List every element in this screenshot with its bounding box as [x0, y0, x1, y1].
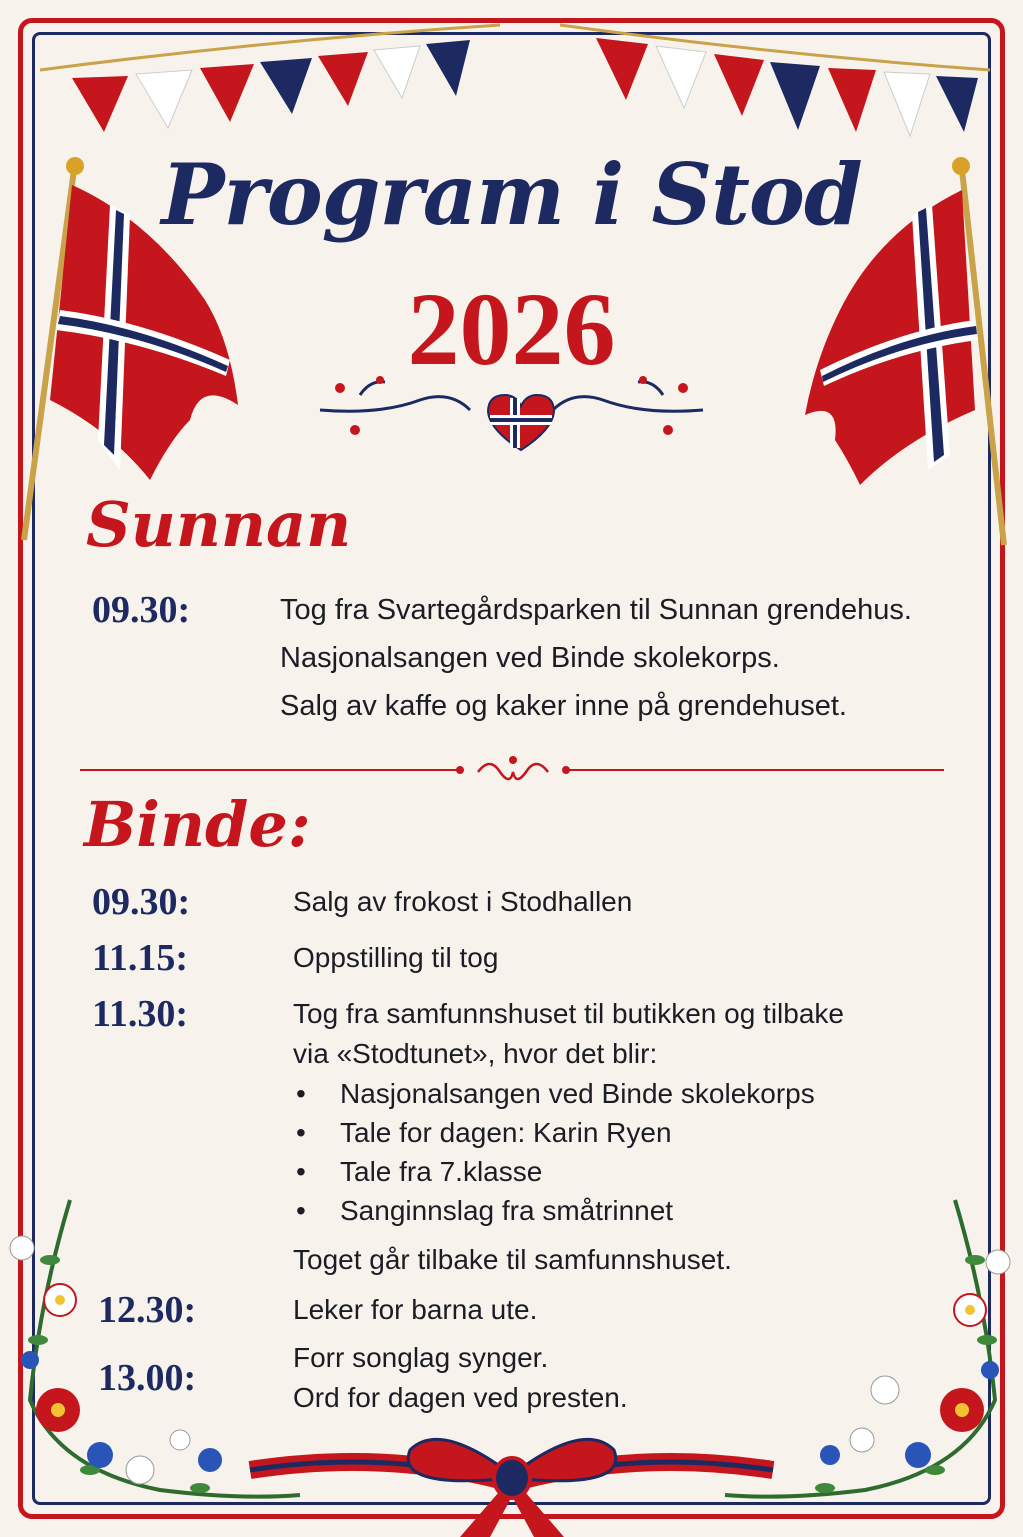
time-binde-1230: 12.30: — [98, 1289, 197, 1331]
time-binde-1130: 11.30: — [92, 993, 189, 1035]
bullet-icon: • — [296, 1117, 306, 1148]
ribbon-bow-icon — [250, 1439, 773, 1537]
list-item — [296, 1191, 673, 1231]
time-binde-1300: 13.00: — [98, 1357, 197, 1399]
after-bullets-text: Toget går tilbake til samfunnshuset. — [293, 1244, 732, 1275]
page-year: 2026 — [407, 272, 616, 387]
sunnan-line: Nasjonalsangen ved Binde skolekorps. — [280, 642, 780, 674]
list-item — [296, 1074, 815, 1114]
binde-item-text: Salg av frokost i Stodhallen — [293, 886, 633, 917]
page-title: Program i Stod — [161, 145, 862, 244]
bullet-icon: • — [296, 1195, 306, 1226]
binde-item-line: Tog fra samfunnshuset til butikken og tilbake — [293, 998, 844, 1029]
list-item-text: Nasjonalsangen ved Binde skolekorps — [340, 1078, 815, 1109]
list-item — [296, 1152, 542, 1192]
time-binde-1115: 11.15: — [92, 937, 189, 979]
binde-item-text — [293, 1338, 628, 1418]
binde-item-text — [293, 994, 844, 1074]
bunting-icon — [40, 25, 990, 136]
bullet-icon: • — [296, 1078, 306, 1109]
binde-item-line: Forr songlag synger. — [293, 1342, 549, 1373]
list-item-text: Tale fra 7.klasse — [340, 1156, 543, 1187]
binde-item-text: Leker for barna ute. — [293, 1294, 538, 1325]
time-binde-0930: 09.30: — [92, 881, 191, 923]
sunnan-line: Salg av kaffe og kaker inne på grendehuset. — [280, 690, 847, 722]
binde-item-text: Oppstilling til tog — [293, 942, 499, 973]
list-item-text: Tale for dagen: Karin Ryen — [340, 1117, 672, 1148]
section-title-binde: Binde: — [84, 788, 311, 861]
section-title-sunnan: Sunnan — [86, 488, 352, 561]
sunnan-description — [280, 586, 912, 730]
bullet-icon: • — [296, 1156, 306, 1187]
list-item — [296, 1113, 672, 1153]
section-divider — [80, 756, 944, 779]
binde-item-line: Ord for dagen ved presten. — [293, 1382, 628, 1413]
binde-item-line: via «Stodtunet», hvor det blir: — [293, 1038, 658, 1069]
sunnan-line: Tog fra Svartegårdsparken til Sunnan grendehus. — [280, 594, 912, 626]
time-sunnan-0930: 09.30: — [92, 589, 191, 631]
list-item-text: Sanginnslag fra småtrinnet — [340, 1195, 674, 1226]
